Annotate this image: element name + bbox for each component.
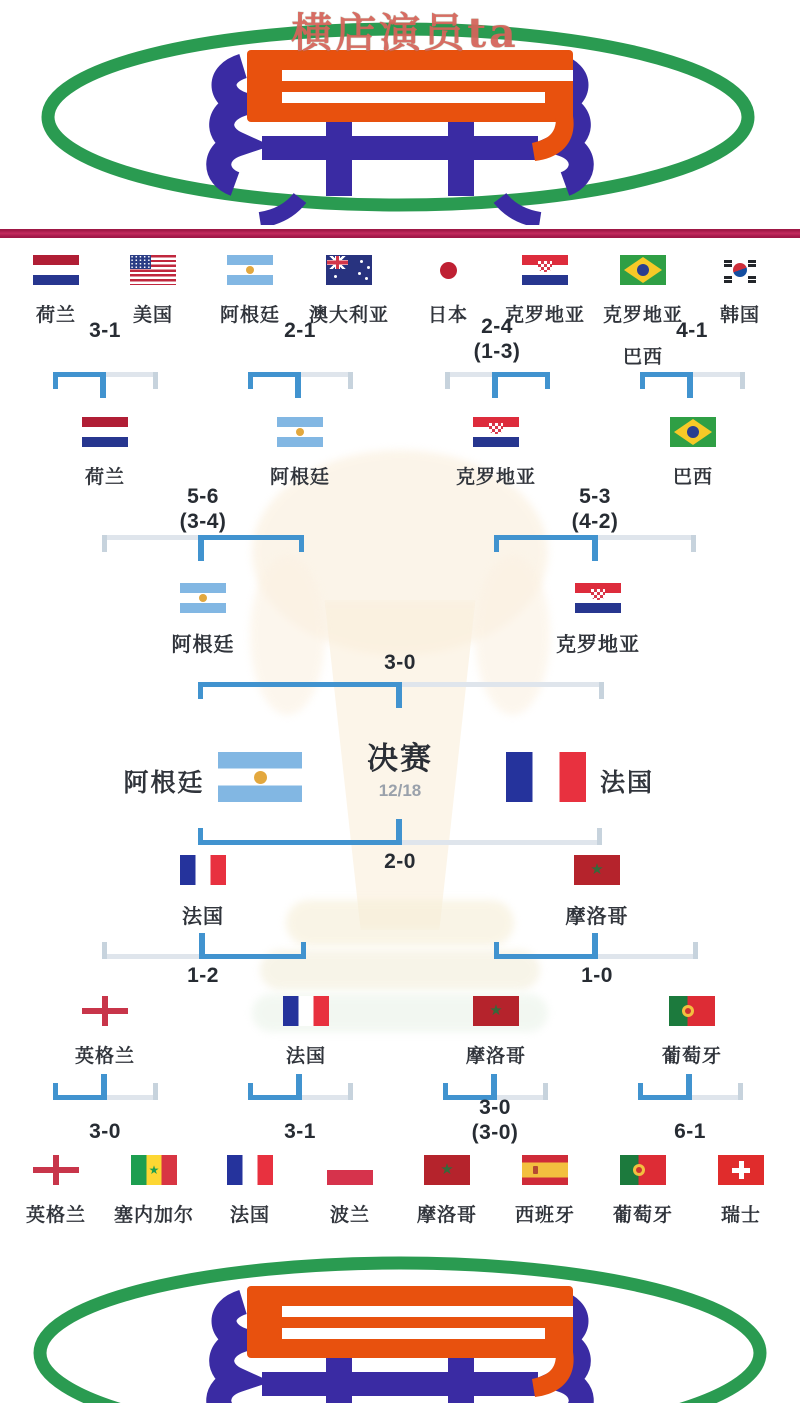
- connector-segment: [348, 372, 353, 389]
- team-node: [537, 855, 657, 929]
- connector-segment: [687, 372, 693, 398]
- connector-segment: [738, 1083, 743, 1100]
- connector-segment: [599, 682, 604, 699]
- team-name: 日本: [427, 305, 468, 326]
- connector-segment: [595, 954, 698, 959]
- team-node: [538, 583, 658, 657]
- connector-segment: [102, 942, 107, 959]
- score-penalties: (3-0): [471, 1121, 519, 1144]
- team-name: 美国: [132, 305, 173, 326]
- team-name: 巴西: [672, 467, 713, 488]
- team-node: [143, 855, 263, 929]
- netherlands-flag: [82, 417, 128, 447]
- match-score: [437, 314, 557, 364]
- connector-segment: [102, 535, 201, 540]
- connector-segment: [399, 840, 602, 845]
- team-node: [633, 417, 753, 489]
- connector-segment: [595, 535, 696, 540]
- match-score: [143, 484, 263, 534]
- team-name: 澳大利亚: [308, 305, 389, 326]
- team-name: 阿根廷: [219, 305, 280, 326]
- croatia-flag: [575, 583, 621, 613]
- team-name: 西班牙: [514, 1205, 575, 1226]
- south-korea-flag: [717, 255, 763, 285]
- connector-segment: [686, 1074, 692, 1100]
- croatia-flag: [473, 417, 519, 447]
- connector-segment: [592, 535, 598, 561]
- team-name: 巴西: [622, 347, 663, 368]
- connector-segment: [248, 1095, 299, 1100]
- connector-segment: [153, 1083, 158, 1100]
- score-penalties: (1-3): [473, 340, 521, 363]
- connector-segment: [248, 1083, 253, 1100]
- match-score: 3-0: [89, 1120, 121, 1143]
- brazil-flag: [620, 255, 666, 285]
- connector-segment: [298, 372, 353, 377]
- connector-segment: [638, 1083, 643, 1100]
- connector-segment: [592, 933, 598, 959]
- connector-segment: [101, 1074, 107, 1100]
- team-name: 摩洛哥: [416, 1205, 477, 1226]
- connector-segment: [201, 535, 304, 540]
- team-name: 摩洛哥: [565, 906, 629, 928]
- final-right-team-name: 法国: [599, 769, 654, 797]
- match-score: 3-1: [89, 319, 121, 342]
- connector-segment: [494, 942, 499, 959]
- connector-segment: [103, 372, 158, 377]
- connector-segment: [104, 1095, 158, 1100]
- connector-segment: [494, 954, 595, 959]
- team-node: [681, 1155, 800, 1227]
- france-flag: [227, 1155, 273, 1185]
- match-score: 4-1: [676, 319, 708, 342]
- connector-segment: [494, 535, 499, 552]
- japan-flag: [425, 255, 471, 285]
- team-node: [45, 996, 165, 1068]
- match-score: 3-1: [284, 1120, 316, 1143]
- england-flag: [82, 996, 128, 1026]
- match-score: [435, 1095, 555, 1145]
- connector-segment: [198, 682, 203, 699]
- final-date: 12/18: [378, 781, 422, 800]
- connector-segment: [690, 372, 745, 377]
- argentina-flag: [277, 417, 323, 447]
- connector-segment: [248, 372, 298, 377]
- switzerland-flag: [718, 1155, 764, 1185]
- france-flag: [180, 855, 226, 885]
- match-score: 2-1: [284, 319, 316, 342]
- team-name: 葡萄牙: [661, 1046, 722, 1067]
- divider-bar: [0, 229, 800, 238]
- team-name: 克罗地亚: [556, 634, 640, 656]
- morocco-flag: [574, 855, 620, 885]
- connector-segment: [640, 372, 645, 389]
- connector-segment: [202, 954, 306, 959]
- trophy-watermark: [286, 900, 514, 946]
- match-score: 6-1: [674, 1120, 706, 1143]
- connector-segment: [495, 372, 550, 377]
- connector-segment: [740, 372, 745, 389]
- connector-segment: [198, 682, 399, 687]
- argentina-flag: [218, 752, 302, 802]
- brand-logo-graphic: [0, 1236, 800, 1403]
- connector-segment: [53, 372, 103, 377]
- match-score: 2-0: [384, 850, 416, 873]
- connector-segment: [299, 535, 304, 552]
- connector-segment: [53, 1095, 104, 1100]
- score-regulation: 5-3: [579, 485, 611, 508]
- connector-segment: [689, 1095, 743, 1100]
- connector-segment: [295, 372, 301, 398]
- final-title: 决赛: [367, 741, 433, 776]
- match-score: [535, 484, 655, 534]
- team-name: 克罗地亚: [504, 305, 585, 326]
- score-regulation: 5-6: [187, 485, 219, 508]
- team-name: 塞内加尔: [113, 1205, 194, 1226]
- portugal-flag: [669, 996, 715, 1026]
- final-left-team-name: 阿根廷: [123, 769, 205, 797]
- argentina-flag: [180, 583, 226, 613]
- score-penalties: (3-4): [179, 510, 227, 533]
- connector-segment: [296, 1074, 302, 1100]
- team-name: 荷兰: [35, 305, 76, 326]
- score-penalties: (4-2): [571, 510, 619, 533]
- team-node: [246, 996, 366, 1068]
- connector-segment: [693, 942, 698, 959]
- score-regulation: 2-4: [481, 315, 513, 338]
- netherlands-flag: [33, 255, 79, 285]
- team-name: 阿根廷: [269, 467, 330, 488]
- team-node: [680, 255, 800, 327]
- morocco-flag: [473, 996, 519, 1026]
- connector-segment: [691, 535, 696, 552]
- team-name: 阿根廷: [171, 634, 235, 656]
- team-name: 法国: [229, 1205, 270, 1226]
- connector-segment: [492, 372, 498, 398]
- team-name: 摩洛哥: [465, 1046, 526, 1067]
- team-name: 克罗地亚: [455, 467, 536, 488]
- morocco-flag: [424, 1155, 470, 1185]
- team-name: 荷兰: [84, 467, 125, 488]
- spain-flag: [522, 1155, 568, 1185]
- australia-flag: [326, 255, 372, 285]
- team-node: [240, 417, 360, 489]
- brazil-flag: [670, 417, 716, 447]
- connector-segment: [597, 828, 602, 845]
- team-name: 克罗地亚: [602, 305, 683, 326]
- brand-logo: [0, 1236, 800, 1403]
- france-flag: [283, 996, 329, 1026]
- connector-segment: [348, 1083, 353, 1100]
- match-score: 1-2: [187, 964, 219, 987]
- score-regulation: 3-0: [479, 1096, 511, 1119]
- team-node: [436, 417, 556, 489]
- team-name: 法国: [182, 906, 224, 928]
- team-name: 韩国: [719, 305, 760, 326]
- england-flag: [33, 1155, 79, 1185]
- match-score: 3-0: [384, 651, 416, 674]
- connector-segment: [102, 954, 202, 959]
- team-name: 瑞士: [720, 1205, 761, 1226]
- connector-segment: [199, 933, 205, 959]
- connector-segment: [198, 535, 204, 561]
- team-node: [436, 996, 556, 1068]
- connector-segment: [102, 535, 107, 552]
- connector-segment: [100, 372, 106, 398]
- connector-segment: [53, 1083, 58, 1100]
- team-name: 法国: [285, 1046, 326, 1067]
- connector-segment: [301, 942, 306, 959]
- poland-flag: [327, 1155, 373, 1185]
- team-name: 英格兰: [74, 1046, 135, 1067]
- watermark-text: 横店演员ta: [291, 9, 519, 57]
- connector-segment: [445, 372, 450, 389]
- connector-segment: [445, 372, 495, 377]
- connector-segment: [248, 372, 253, 389]
- connector-segment: [399, 682, 604, 687]
- team-name: 葡萄牙: [612, 1205, 673, 1226]
- connector-segment: [153, 372, 158, 389]
- connector-segment: [53, 372, 58, 389]
- connector-segment: [640, 372, 690, 377]
- team-name: 波兰: [329, 1205, 370, 1226]
- connector-segment: [299, 1095, 353, 1100]
- connector-segment: [638, 1095, 689, 1100]
- team-node: [45, 417, 165, 489]
- connector-segment: [198, 828, 203, 845]
- team-name: 英格兰: [25, 1205, 86, 1226]
- team-node: [143, 583, 263, 657]
- argentina-flag: [227, 255, 273, 285]
- connector-segment: [545, 372, 550, 389]
- usa-flag: [130, 255, 176, 285]
- connector-segment: [494, 535, 595, 540]
- portugal-flag: [620, 1155, 666, 1185]
- croatia-flag: [522, 255, 568, 285]
- connector-segment: [396, 819, 402, 845]
- connector-segment: [198, 840, 399, 845]
- match-score: 1-0: [581, 964, 613, 987]
- senegal-flag: [131, 1155, 177, 1185]
- team-node: [632, 996, 752, 1068]
- connector-segment: [396, 682, 402, 708]
